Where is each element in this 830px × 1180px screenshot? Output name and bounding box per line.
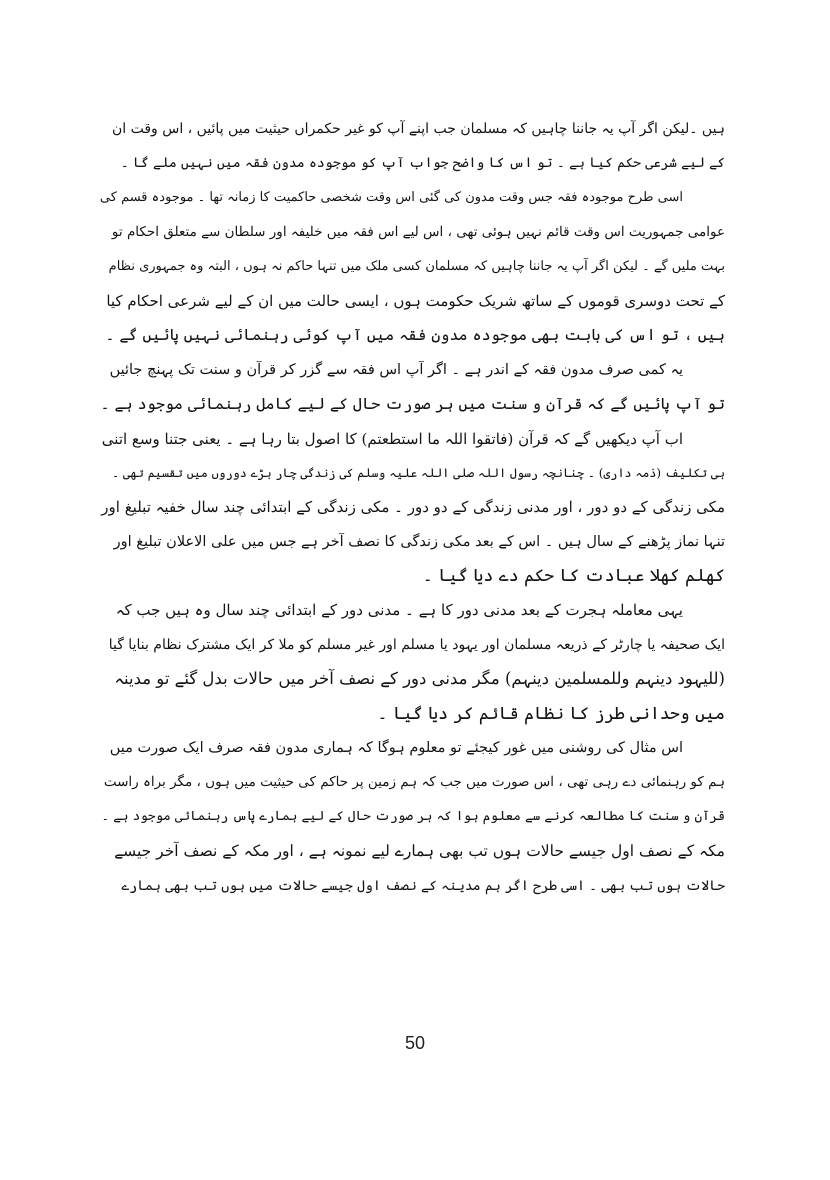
text-line: ہم کو رہنمائی دے رہی تھی ، اس صورت میں جب کہ ہم زمین پر حاکم کی حیثیت میں ہوں ، مگر براہ راست xyxy=(103,774,725,791)
text-line: ہی تکلیف (ذمہ داری) ۔ چنانچہ رسول اللہ صلی اللہ علیہ وسلم کی زندگی چار بڑے دوروں میں تقسیم تھی ۔ xyxy=(112,465,725,480)
text-line: بہت ملیں گے ۔ لیکن اگر آپ یہ جاننا چاہیں کہ مسلمان کسی ملک میں تنہا حاکم نہ ہوں ، البتہ وہ جمہوری نظام xyxy=(108,258,725,274)
text-line: یہی معاملہ ہجرت کے بعد مدنی دور کا ہے ۔ مدنی دور کے ابتدائی چند سال وہ ہیں جب کہ xyxy=(115,601,683,620)
text-line: یہ کمی صرف مدون فقہ کے اندر ہے ۔ اگر آپ اس فقہ سے گزر کر قرآن و سنت تک پہنچ جائیں xyxy=(109,361,683,378)
text-line: کھلم کھلا عبادت کا حکم دے دیا گیا ۔ xyxy=(422,566,725,587)
text-line: اسی طرح موجودہ فقہ جس وقت مدون کی گئی اس وقت شخصی حاکمیت کا زمانہ تھا ۔ موجودہ قسم کی xyxy=(100,189,683,205)
text-line: اب آپ دیکھیں گے کہ قرآن (فاتقوا اللہ ما استطعتم) کا اصول بتا رہا ہے ۔ یعنی جتنا وسع اتنی xyxy=(101,429,683,448)
text-line: تو آپ پائیں گے کہ قرآن و سنت میں ہر صورت حال کے لیے کامل رہنمائی موجود ہے ۔ xyxy=(100,395,725,414)
text-line: ہیں ۔لیکن اگر آپ یہ جاننا چاہیں کہ مسلمان جب اپنے آپ کو غیر حکمراں حیثیت میں پائیں ، اس وقت ان xyxy=(111,121,725,137)
text-line: میں وحدانی طرز کا نظام قائم کر دیا گیا ۔ xyxy=(377,703,725,724)
text-line: ایک صحیفہ یا چارٹر کے ذریعہ مسلمان اور یہود یا مسلم اور غیر مسلم کو ملا کر ایک مشترک نظام بنایا گیا xyxy=(108,636,725,653)
text-line: (للیہود دینہم وللمسلمین دینہم) مگر مدنی دور کے نصف آخر میں حالات بدل گئے تو مدینہ xyxy=(114,669,725,689)
body-text xyxy=(100,112,725,903)
page-number: 50 xyxy=(404,1033,426,1053)
text-line: مکی زندگی کے دو دور ، اور مدنی زندگی کے دو دور ۔ مکی زندگی کے ابتدائی چند سال خفیہ تبلیغ اور xyxy=(101,498,725,517)
text-line: مکہ کے نصف اول جیسے حالات ہوں تب بھی ہمارے لیے نمونہ ہے ، اور مکہ کے نصف آخر جیسے xyxy=(114,842,725,861)
text-line: اس مثال کی روشنی میں غور کیجئے تو معلوم ہوگا کہ ہماری مدون فقہ صرف ایک صورت میں xyxy=(109,740,683,757)
text-line: کے لیے شرعی حکم کیا ہے ۔ تو اس کا واضح جواب آپ کو موجودہ مدون فقہ میں نہیں ملے گا ۔ xyxy=(120,155,725,172)
text-line: کے تحت دوسری قوموں کے ساتھ شریک حکومت ہوں ، ایسی حالت میں ان کے لیے شرعی احکام کیا xyxy=(106,291,725,310)
text-line: تنہا نماز پڑھنے کے سال ہیں ۔ اس کے بعد مکی زندگی کا نصف آخر ہے جس میں علی الاعلان تبلیغ اور xyxy=(113,533,725,550)
text-line: حالات ہوں تب بھی ۔ اسی طرح اگر ہم مدینہ کے نصف اول جیسے حالات میں ہوں تب بھی ہمارے xyxy=(121,877,725,894)
text-line: قرآن و سنت کا مطالعہ کرنے سے معلوم ہوا کہ ہر صورت حال کے لیے ہمارے پاس رہنمائی موجود ہے ۔ xyxy=(101,808,725,824)
text-line: ہیں ، تو اس کی بابت بھی موجودہ مدون فقہ میں آپ کوئی رہنمائی نہیں پائیں گے ۔ xyxy=(105,326,725,345)
text-line: عوامی جمہوریت اس وقت قائم نہیں ہوئی تھی ، اس لیے اس فقہ میں خلیفہ اور سلطان سے متعلق احکام تو xyxy=(111,224,725,241)
